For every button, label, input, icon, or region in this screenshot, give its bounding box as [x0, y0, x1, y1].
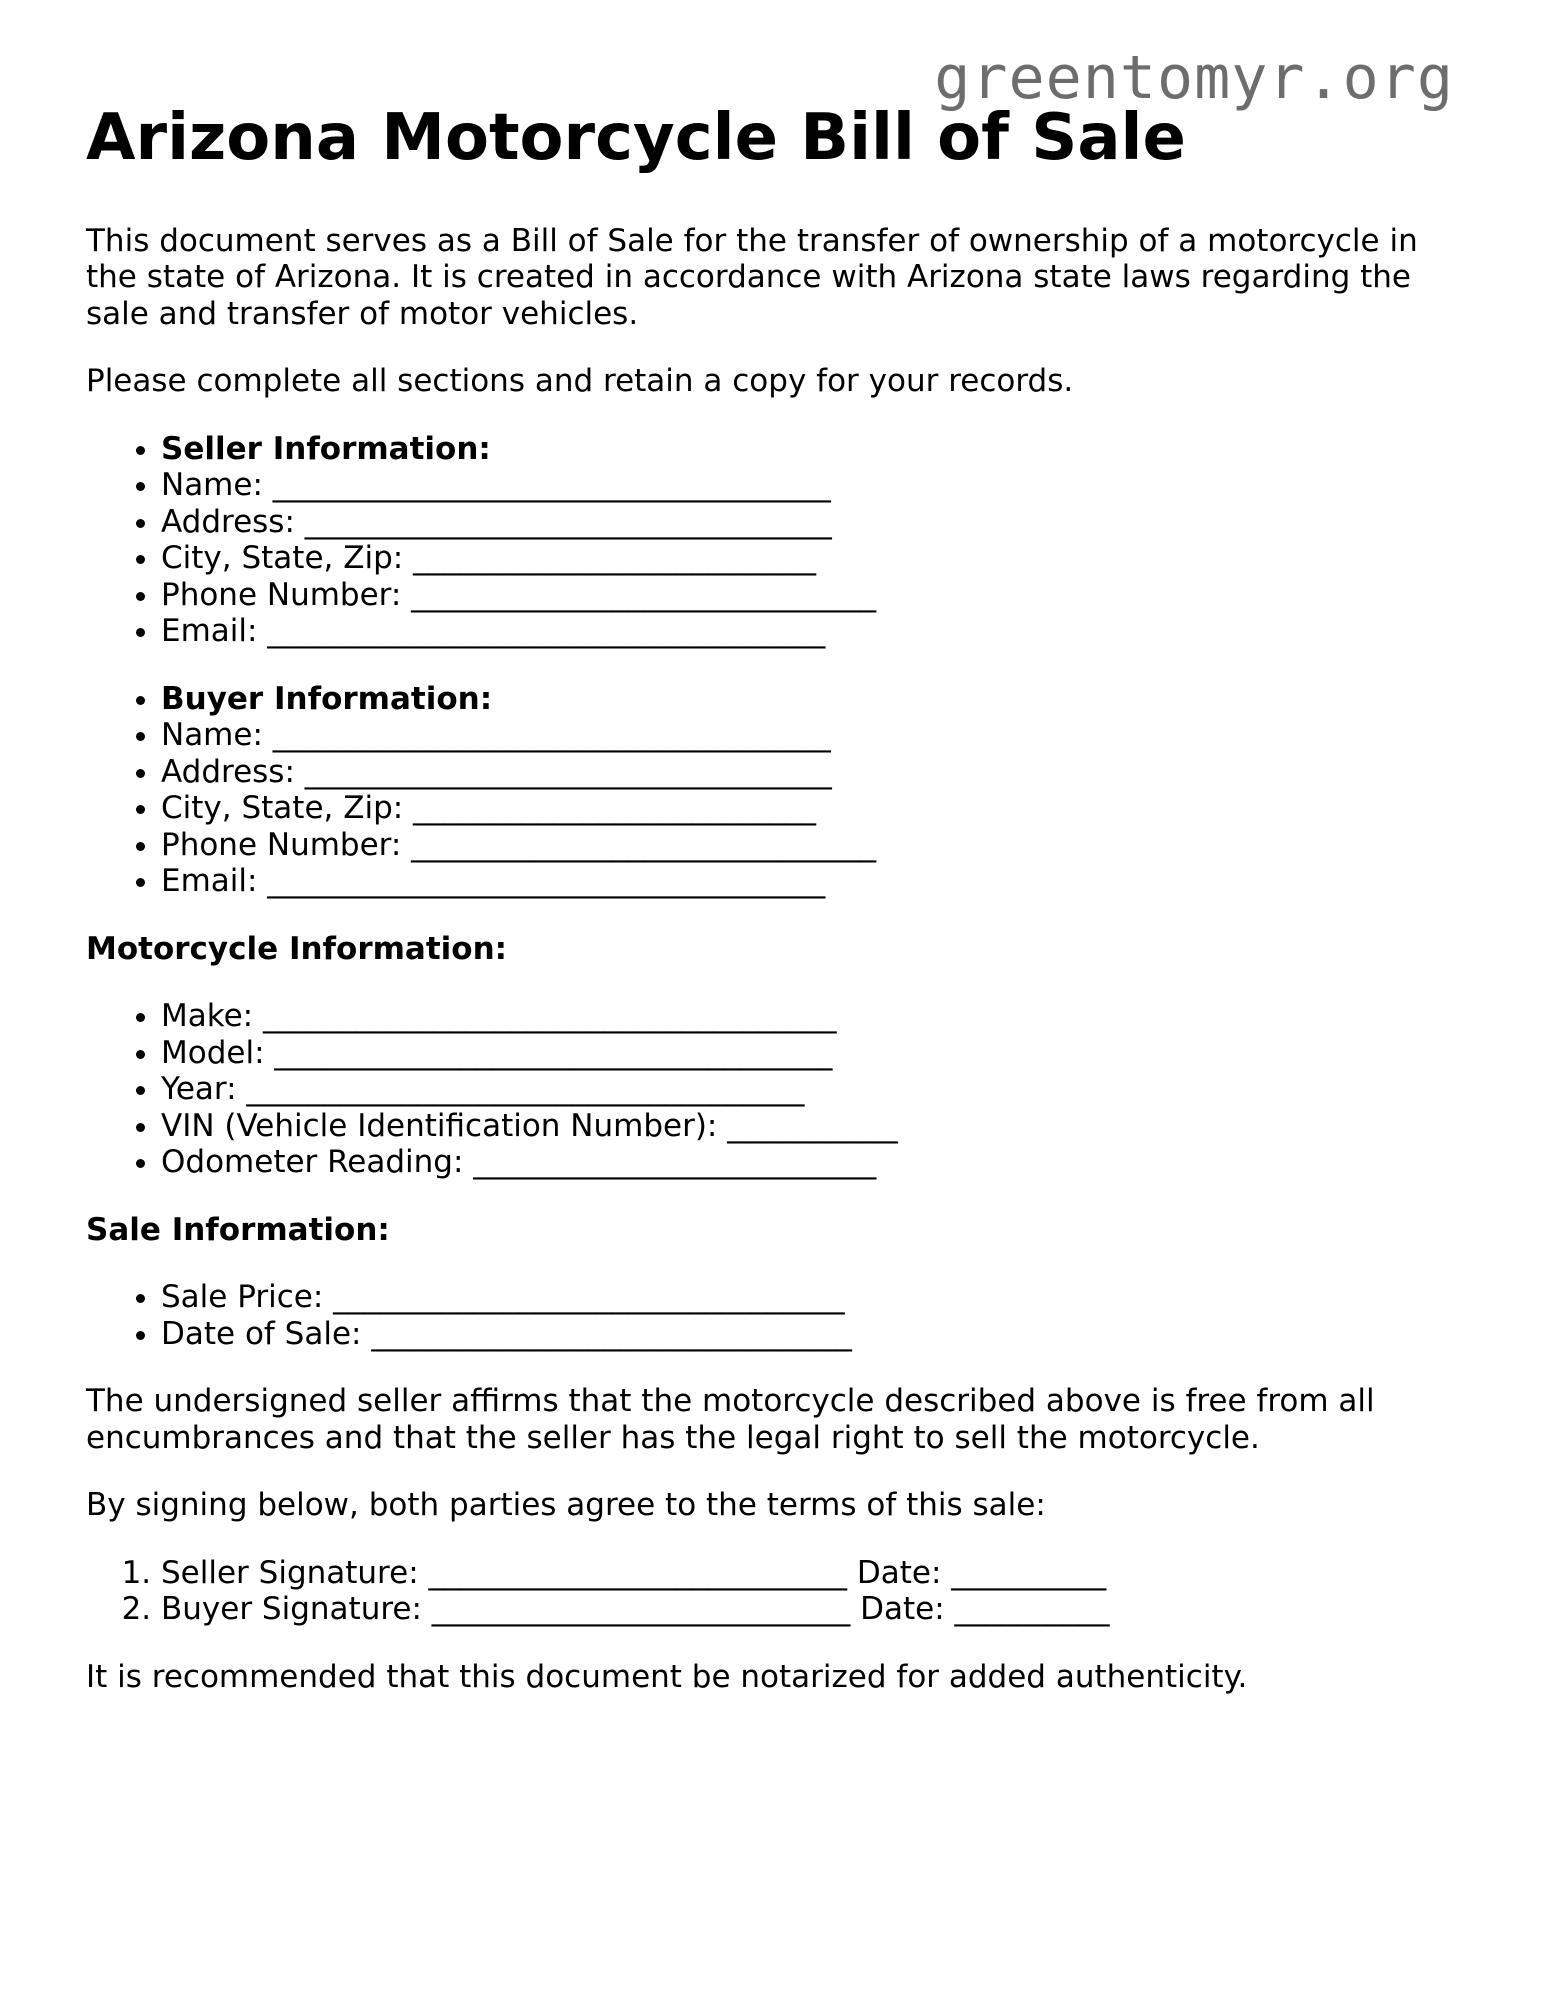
- motorcycle-odometer-field[interactable]: • Odometer Reading: __________________________: [161, 1144, 1476, 1181]
- buyer-address-field[interactable]: • Address: __________________________________: [161, 754, 1476, 791]
- seller-signature-field[interactable]: 1. Seller Signature: ___________________________ Date: __________: [161, 1555, 1476, 1592]
- instructions-paragraph: Please complete all sections and retain a copy for your records.: [86, 363, 1074, 400]
- seller-phone-field[interactable]: • Phone Number: ______________________________: [161, 577, 1476, 614]
- seller-address-field[interactable]: • Address: __________________________________: [161, 504, 1476, 541]
- motorcycle-year-field[interactable]: • Year: ____________________________________: [161, 1071, 1476, 1108]
- sale-date-field[interactable]: • Date of Sale: _______________________________: [161, 1316, 1476, 1353]
- signature-list: [86, 1555, 1476, 1628]
- buyer-signature-field[interactable]: 2. Buyer Signature: ___________________________ Date: __________: [161, 1591, 1476, 1628]
- buyer-phone-field[interactable]: • Phone Number: ______________________________: [161, 827, 1476, 864]
- buyer-city-field[interactable]: • City, State, Zip: __________________________: [161, 790, 1476, 827]
- buyer-name-field[interactable]: • Name: ____________________________________: [161, 717, 1476, 754]
- agreement-paragraph: By signing below, both parties agree to the terms of this sale:: [86, 1487, 1046, 1524]
- seller-info-list: [86, 431, 1476, 650]
- intro-paragraph: This document serves as a Bill of Sale for the transfer of ownership of a motorcycle in the state of Arizona. It is created in accordance with Arizona state laws regarding the sale and transfer of motor vehicles.: [86, 222, 1418, 332]
- sale-info-list: [86, 1279, 1476, 1352]
- buyer-heading: • Buyer Information:: [161, 681, 1476, 718]
- motorcycle-model-field[interactable]: • Model: ____________________________________: [161, 1035, 1476, 1072]
- motorcycle-heading: Motorcycle Information:: [86, 930, 508, 967]
- document-body: [86, 100, 1476, 1726]
- sale-price-field[interactable]: • Sale Price: _________________________________: [161, 1279, 1476, 1316]
- seller-heading: • Seller Information:: [161, 431, 1476, 468]
- motorcycle-info-list: [86, 998, 1476, 1181]
- notary-note: It is recommended that this document be notarized for added authenticity.: [86, 1658, 1248, 1695]
- buyer-info-list: [86, 681, 1476, 900]
- motorcycle-make-field[interactable]: • Make: _____________________________________: [161, 998, 1476, 1035]
- seller-email-field[interactable]: • Email: ____________________________________: [161, 613, 1476, 650]
- watermark: greentomyr.org: [934, 43, 1454, 113]
- seller-name-field[interactable]: • Name: ____________________________________: [161, 467, 1476, 504]
- motorcycle-vin-field[interactable]: • VIN (Vehicle Identification Number): ___________: [161, 1108, 1476, 1145]
- page-title: Arizona Motorcycle Bill of Sale: [86, 101, 1186, 175]
- affirmation-paragraph: The undersigned seller affirms that the motorcycle described above is free from all encumbrances and that the seller has the legal right to sell the motorcycle.: [86, 1383, 1375, 1456]
- seller-city-field[interactable]: • City, State, Zip: __________________________: [161, 540, 1476, 577]
- sale-heading: Sale Information:: [86, 1211, 390, 1248]
- buyer-email-field[interactable]: • Email: ____________________________________: [161, 863, 1476, 900]
